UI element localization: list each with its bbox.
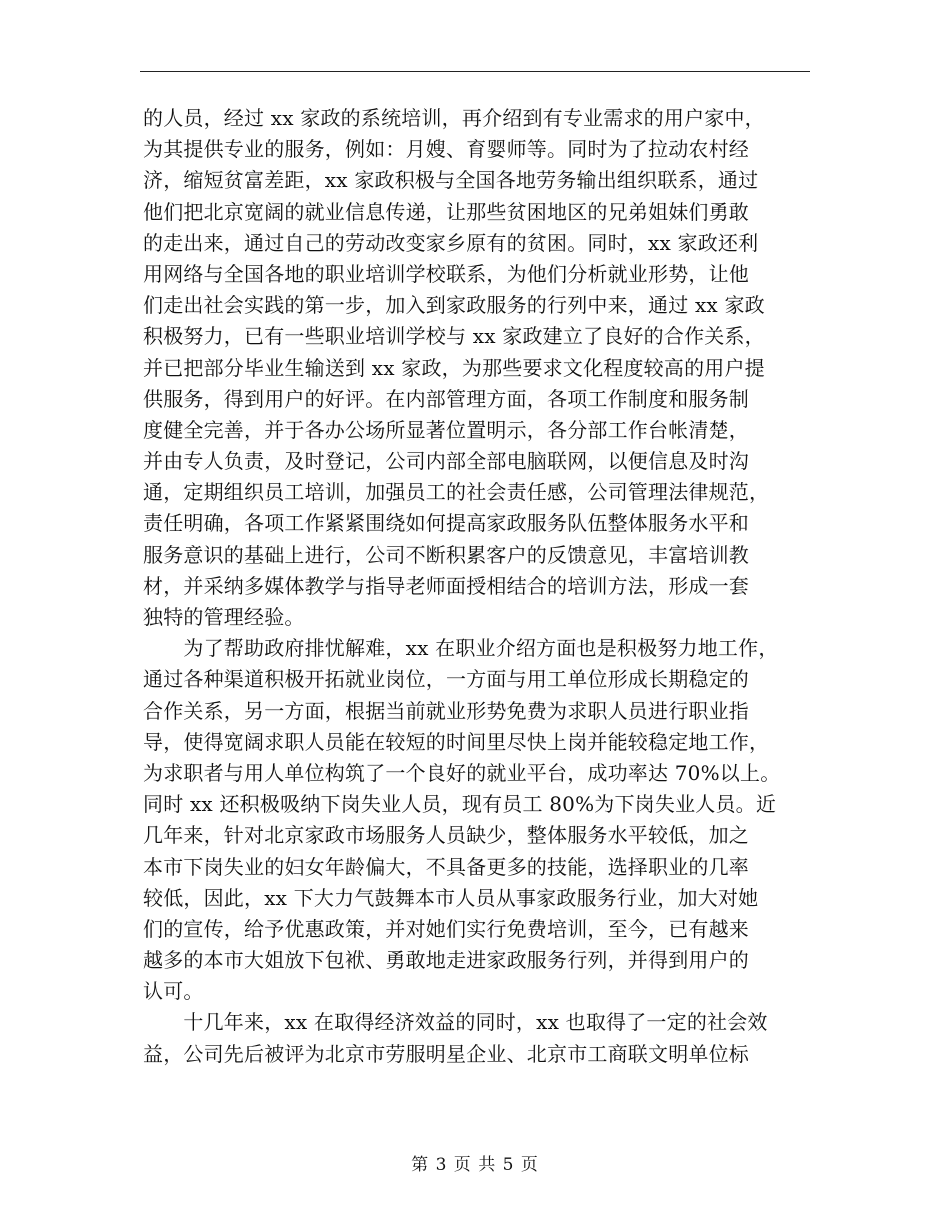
text-line: 益，公司先后被评为北京市劳服明星企业、北京市工商联文明单位标 — [143, 1041, 749, 1066]
header-rule — [140, 71, 810, 72]
text-line: 服务意识的基础上进行，公司不断积累客户的反馈意见，丰富培训教 — [143, 542, 749, 567]
page-number-footer: 第 3 页 共 5 页 — [411, 1155, 539, 1175]
text-line: 独特的管理经验。 — [143, 605, 305, 629]
text-line: 为求职者与用人单位构筑了一个良好的就业平台，成功率达 70%以上。 — [143, 760, 781, 785]
text-line: 并已把部分毕业生输送到 xx 家政，为那些要求文化程度较高的用户提 — [143, 355, 765, 380]
text-line: 十几年来，xx 在取得经济效益的同时，xx 也取得了一定的社会效 — [143, 1010, 768, 1035]
text-line: 越多的本市大姐放下包袱、勇敢地走进家政服务行列，并得到用户的 — [143, 948, 749, 973]
text-line: 济，缩短贫富差距，xx 家政积极与全国各地劳务输出组织联系，通过 — [143, 168, 759, 193]
text-line: 的走出来，通过自己的劳动改变家乡原有的贫困。同时，xx 家政还利 — [143, 230, 759, 255]
text-line: 们走出社会实践的第一步，加入到家政服务的行列中来，通过 xx 家政 — [143, 293, 765, 318]
text-line: 通过各种渠道积极开拓就业岗位，一方面与用工单位形成长期稳定的 — [143, 667, 749, 692]
text-line: 为了帮助政府排忧解难，xx 在职业介绍方面也是积极努力地工作， — [143, 636, 779, 661]
text-line: 他们把北京宽阔的就业信息传递，让那些贫困地区的兄弟姐妹们勇敢 — [143, 199, 749, 224]
text-line: 的人员，经过 xx 家政的系统培训，再介绍到有专业需求的用户家中， — [143, 106, 765, 130]
text-line: 本市下岗失业的妇女年龄偏大，不具备更多的技能，选择职业的几率 — [143, 854, 749, 879]
text-line: 度健全完善，并于各办公场所显著位置明示，各分部工作台帐清楚， — [143, 417, 749, 442]
text-line: 并由专人负责，及时登记，公司内部全部电脑联网，以便信息及时沟 — [143, 449, 749, 474]
text-line: 导，使得宽阔求职人员能在较短的时间里尽快上岗并能较稳定地工作， — [143, 729, 770, 754]
text-line: 供服务，得到用户的好评。在内部管理方面，各项工作制度和服务制 — [143, 386, 749, 411]
text-line: 为其提供专业的服务，例如：月嫂、育婴师等。同时为了拉动农村经 — [143, 137, 749, 162]
text-line: 较低，因此，xx 下大力气鼓舞本市人员从事家政服务行业，加大对她 — [143, 885, 759, 910]
text-line: 材，并采纳多媒体教学与指导老师面授相结合的培训方法，形成一套 — [143, 573, 749, 598]
text-line: 用网络与全国各地的职业培训学校联系，为他们分析就业形势，让他 — [143, 261, 749, 286]
text-line: 合作关系，另一方面，根据当前就业形势免费为求职人员进行职业指 — [143, 698, 749, 723]
text-line: 通，定期组织员工培训，加强员工的社会责任感，公司管理法律规范， — [143, 480, 770, 505]
text-line: 责任明确，各项工作紧紧围绕如何提高家政服务队伍整体服务水平和 — [143, 511, 749, 536]
text-line: 积极努力，已有一些职业培训学校与 xx 家政建立了良好的合作关系， — [143, 324, 765, 349]
text-line: 们的宣传，给予优惠政策，并对她们实行免费培训，至今，已有越来 — [143, 916, 749, 941]
text-line: 同时 xx 还积极吸纳下岗失业人员，现有员工 80%为下岗失业人员。近 — [143, 792, 777, 817]
body-text — [143, 103, 813, 1070]
text-line: 认可。 — [143, 979, 204, 1004]
text-line: 几年来，针对北京家政市场服务人员缺少，整体服务水平较低，加之 — [143, 823, 749, 848]
